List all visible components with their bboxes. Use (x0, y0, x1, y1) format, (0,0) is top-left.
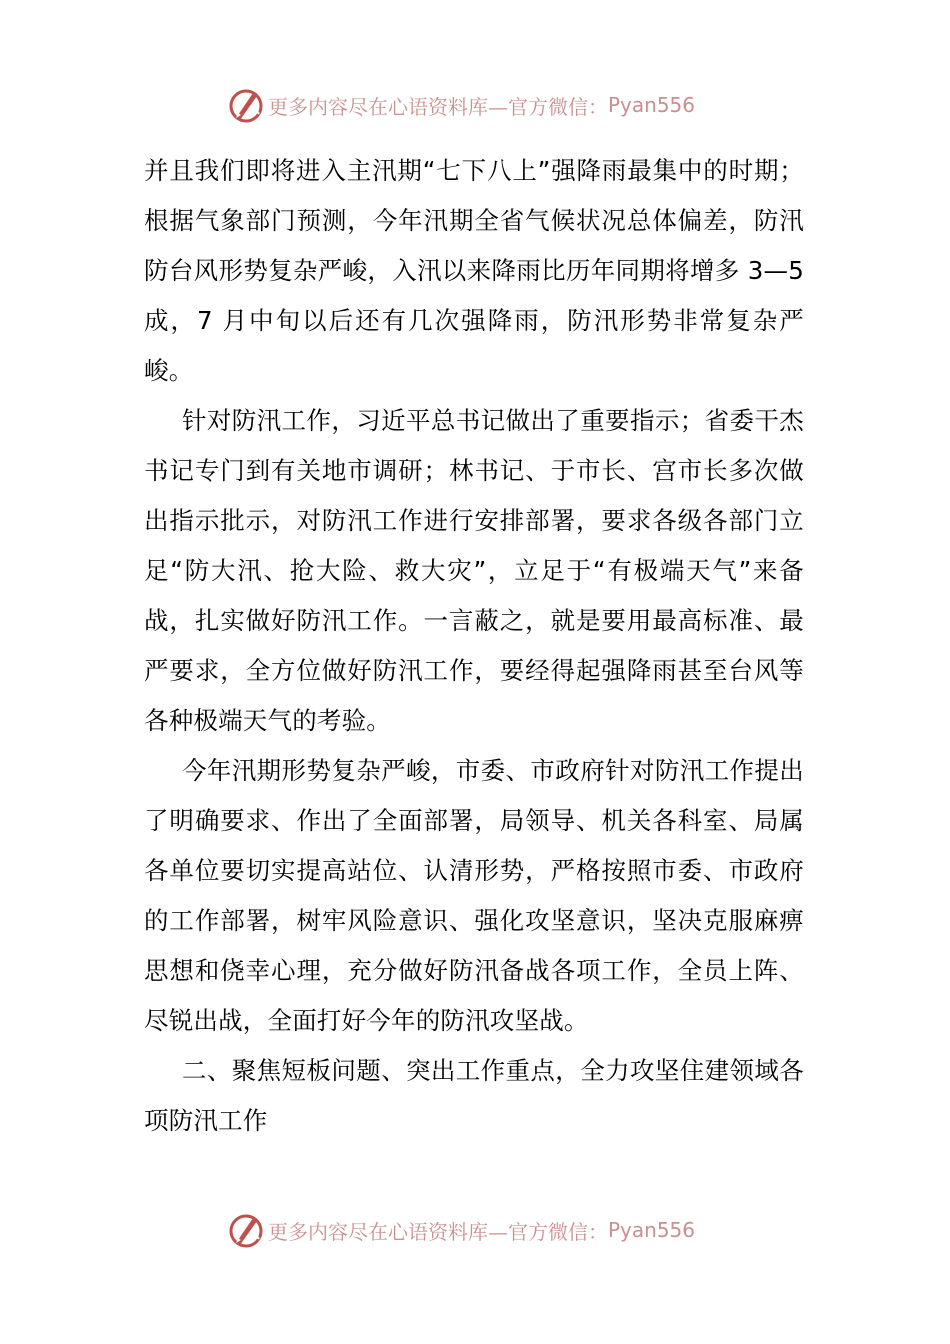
watermark-text: 更多内容尽在心语资料库—官方微信： (268, 94, 608, 119)
header-watermark (226, 85, 695, 125)
paragraph-continued: 并且我们即将进入主汛期“七下八上”强降雨最集中的时期；根据气象部门预测，今年汛期全省气候状况总体偏差，防汛防台风形势复杂严峻，入汛以来降雨比历年同期将增多 3—5 成，7 月中旬以后还有几次强降雨，防汛形势非常复杂严峻。 (144, 156, 804, 385)
pen-logo-icon (226, 1210, 266, 1250)
document-body (144, 146, 804, 1146)
section-heading: 二、聚焦短板问题、突出工作重点，全力攻坚住建领域各项防汛工作 (144, 1056, 804, 1135)
watermark-handle: Pyan556 (608, 93, 696, 117)
watermark-text: 更多内容尽在心语资料库—官方微信： (268, 1219, 608, 1244)
pen-logo-icon (226, 85, 266, 125)
paragraph: 今年汛期形势复杂严峻，市委、市政府针对防汛工作提出了明确要求、作出了全面部署，局领导、机关各科室、局属各单位要切实提高站位、认清形势，严格按照市委、市政府的工作部署，树牢风险意识、强化攻坚意识，坚决克服麻痹思想和侥幸心理，充分做好防汛备战各项工作，全员上阵、尽锐出战，全面打好今年的防汛攻坚战。 (144, 756, 804, 1035)
footer-watermark (226, 1210, 695, 1250)
watermark-handle: Pyan556 (608, 1218, 696, 1242)
paragraph: 针对防汛工作，习近平总书记做出了重要指示；省委干杰书记专门到有关地市调研；林书记、于市长、宫市长多次做出指示批示，对防汛工作进行安排部署，要求各级各部门立足“防大汛、抢大险、救大灾”，立足于“有极端天气”来备战，扎实做好防汛工作。一言蔽之，就是要用最高标准、最严要求，全方位做好防汛工作，要经得起强降雨甚至台风等各种极端天气的考验。 (144, 406, 804, 735)
